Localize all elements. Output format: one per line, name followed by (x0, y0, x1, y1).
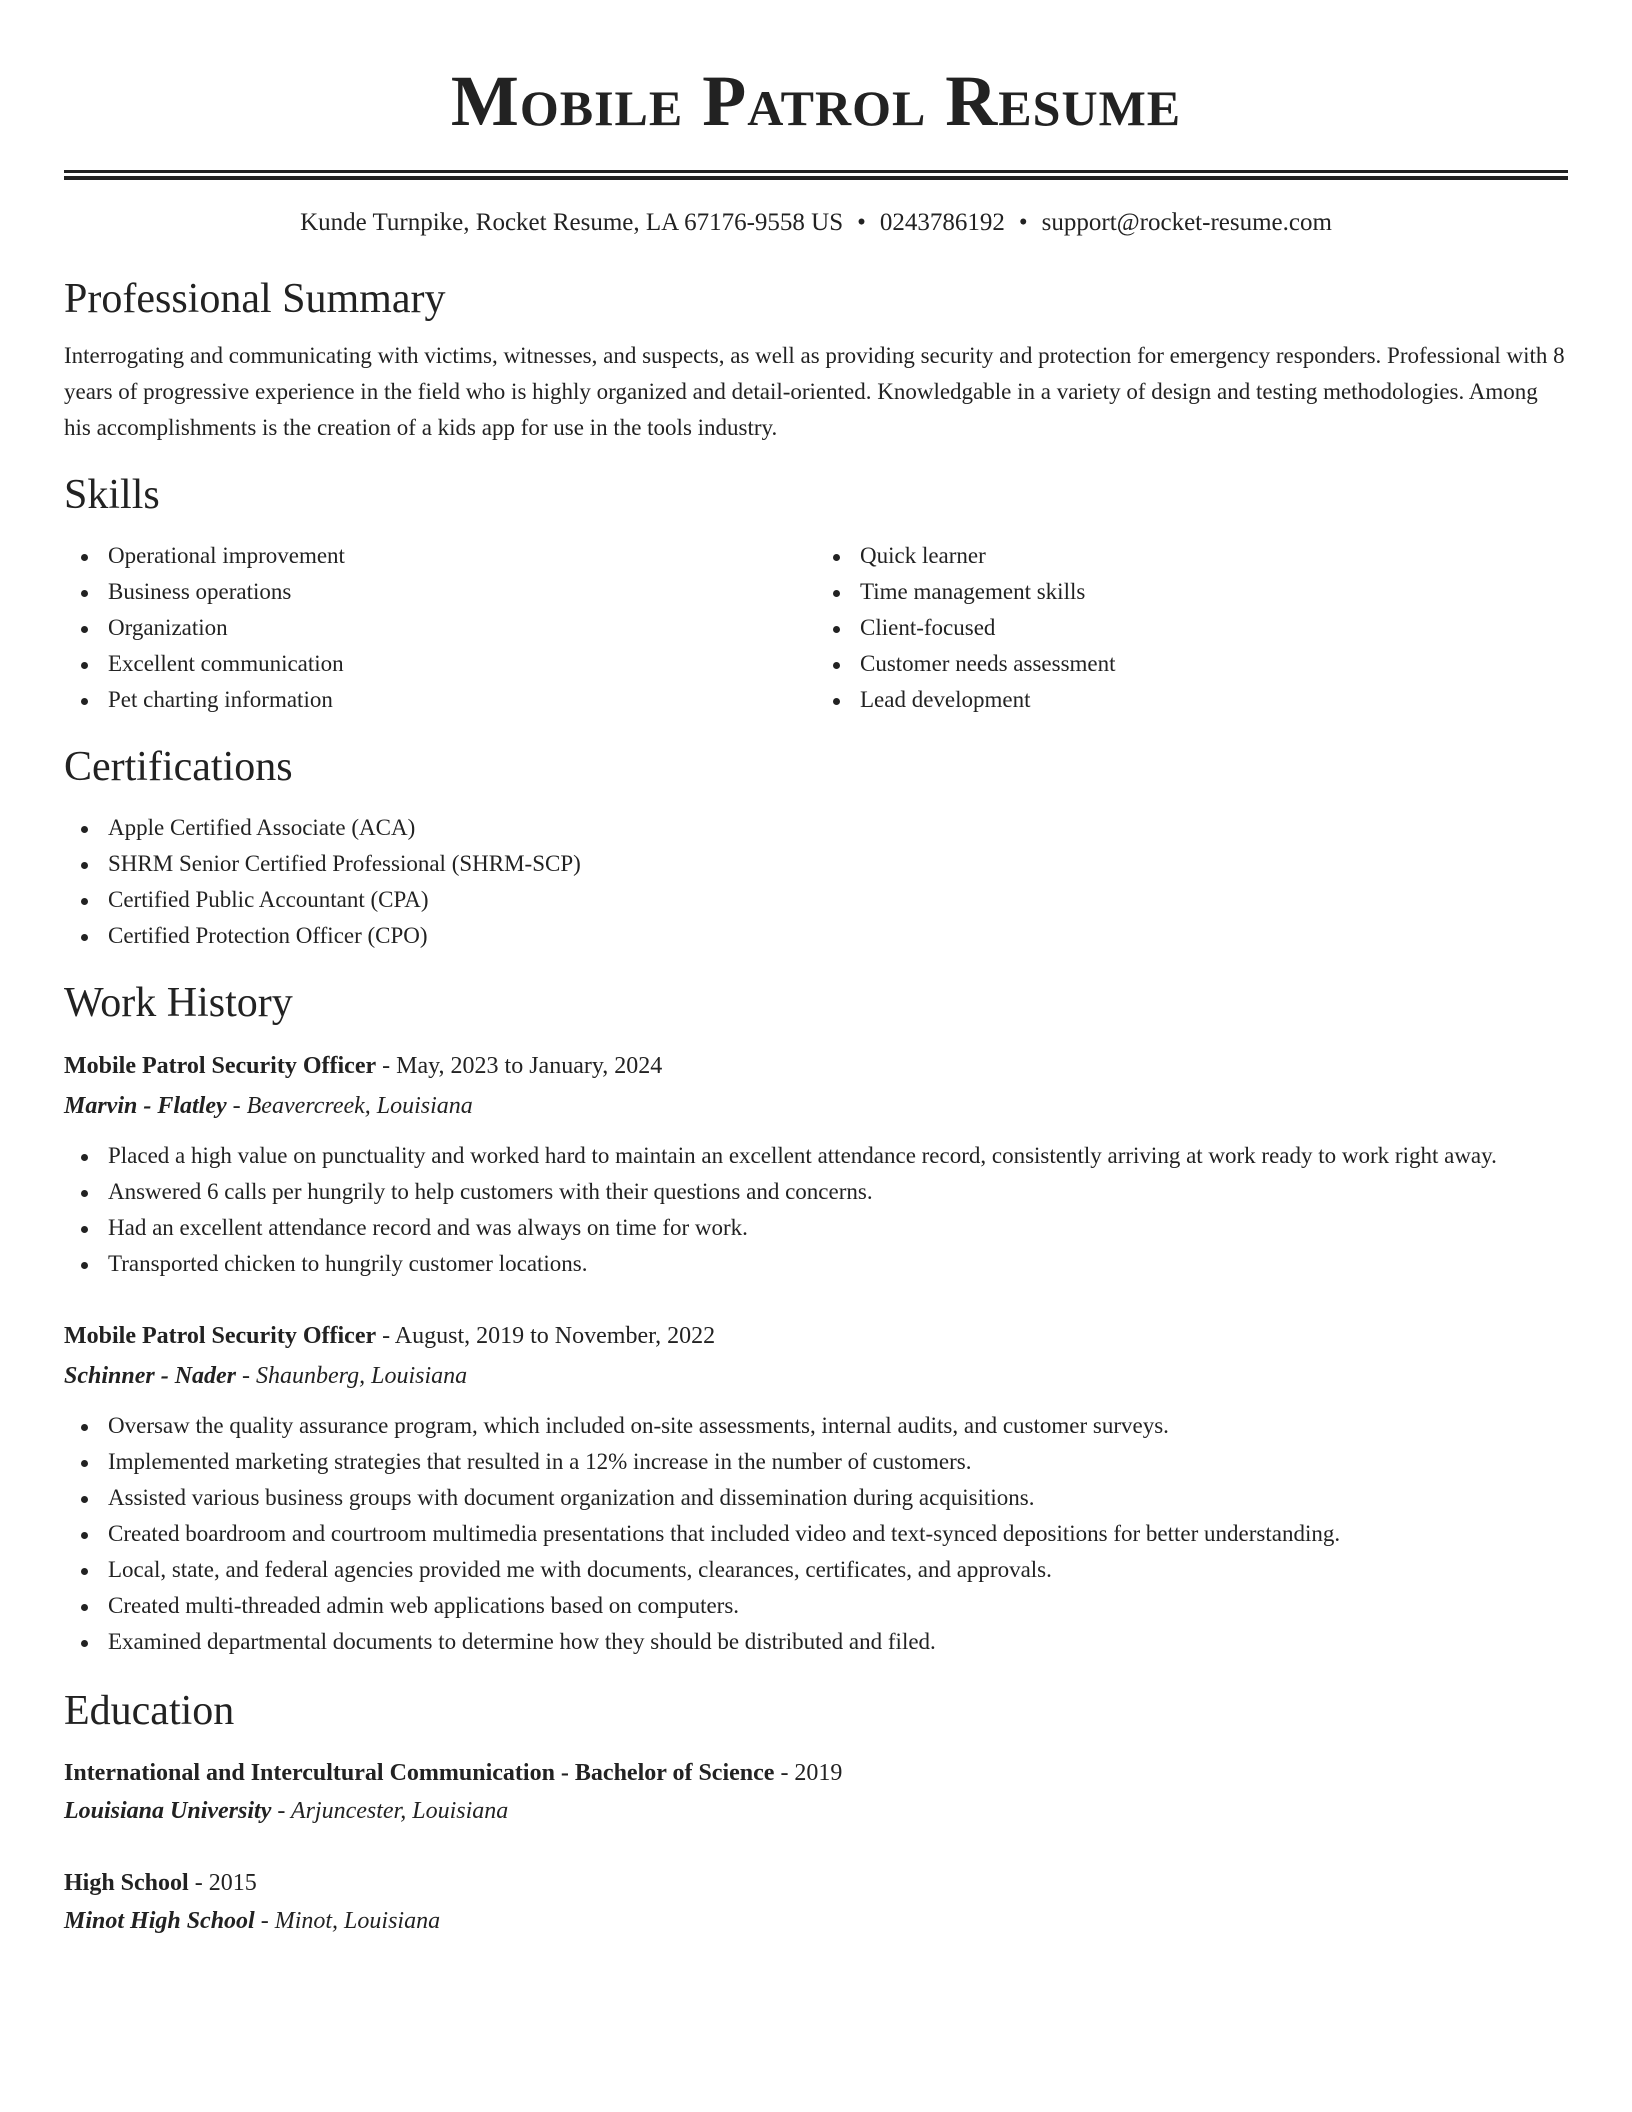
education-degree: International and Intercultural Communication - Bachelor of Science (64, 1760, 775, 1786)
job-title: Mobile Patrol Security Officer (64, 1053, 377, 1079)
education-year: - 2015 (188, 1870, 257, 1896)
summary-heading: Professional Summary (64, 276, 446, 322)
job-bullet: Answered 6 calls per hungrily to help customers with their questions and concerns. (64, 1174, 1568, 1210)
contact-line (64, 208, 1568, 238)
certifications-heading: Certifications (64, 744, 293, 790)
job-location: - Beavercreek, Louisiana (226, 1093, 473, 1119)
education-degree-line (64, 1754, 1568, 1792)
certification-item: Certified Public Accountant (CPA) (64, 882, 1568, 918)
job-bullet: Placed a high value on punctuality and worked hard to maintain an excellent attendance record, consistently arriving at work ready to work right away. (64, 1138, 1568, 1174)
skill-item: Pet charting information (64, 682, 816, 718)
job-bullet: Examined departmental documents to determine how they should be distributed and filed. (64, 1624, 1568, 1660)
job-dates: - August, 2019 to November, 2022 (376, 1323, 716, 1349)
work-history-heading: Work History (64, 980, 293, 1026)
education-school-line (64, 1902, 1568, 1940)
skill-item: Excellent communication (64, 646, 816, 682)
skill-item: Customer needs assessment (816, 646, 1568, 682)
contact-separator: • (1018, 209, 1028, 236)
skills-list-left (64, 538, 816, 718)
skills-heading: Skills (64, 472, 160, 518)
job-company-line (64, 1356, 1568, 1396)
job-location: - Shaunberg, Louisiana (236, 1363, 468, 1389)
certifications-list (64, 810, 1568, 954)
skills-list-right (816, 538, 1568, 718)
contact-phone: 0243786192 (879, 209, 1005, 236)
job-company: Schinner - Nader (64, 1363, 237, 1389)
skill-item: Quick learner (816, 538, 1568, 574)
job-bullet: Assisted various business groups with document organization and dissemination during acquisitions. (64, 1480, 1568, 1516)
job-bullet: Had an excellent attendance record and was always on time for work. (64, 1210, 1568, 1246)
education-entry (64, 1864, 1568, 1940)
job-bullet: Transported chicken to hungrily customer locations. (64, 1246, 1568, 1282)
education-heading: Education (64, 1688, 235, 1734)
certification-item: Apple Certified Associate (ACA) (64, 810, 1568, 846)
job-dates: - May, 2023 to January, 2024 (376, 1053, 663, 1079)
certification-item: SHRM Senior Certified Professional (SHRM-SCP) (64, 846, 1568, 882)
job-bullet: Local, state, and federal agencies provided me with documents, clearances, certificates, and approvals. (64, 1552, 1568, 1588)
job-bullets (64, 1408, 1568, 1660)
education-location: - Minot, Louisiana (254, 1908, 441, 1934)
job-company-line (64, 1086, 1568, 1126)
job-bullet: Created boardroom and courtroom multimedia presentations that included video and text-synced depositions for better understanding. (64, 1516, 1568, 1552)
job-company: Marvin - Flatley (64, 1093, 227, 1119)
skill-item: Operational improvement (64, 538, 816, 574)
education-degree: High School (64, 1870, 189, 1896)
job-entry (64, 1046, 1568, 1282)
education-degree-line (64, 1864, 1568, 1902)
skill-item: Organization (64, 610, 816, 646)
contact-email: support@rocket-resume.com (1041, 209, 1332, 236)
skill-item: Client-focused (816, 610, 1568, 646)
skill-item: Business operations (64, 574, 816, 610)
title-double-rule (64, 170, 1568, 180)
education-school: Minot High School (64, 1908, 255, 1934)
skill-item: Lead development (816, 682, 1568, 718)
certification-item: Certified Protection Officer (CPO) (64, 918, 1568, 954)
skills-columns (64, 538, 1568, 718)
education-school: Louisiana University (64, 1798, 272, 1824)
skill-item: Time management skills (816, 574, 1568, 610)
summary-text: Interrogating and communicating with victims, witnesses, and suspects, as well as providing security and protection for emergency responders. Professional with 8 years of progressive experience in the field who is highly organized and detail-oriented. Knowledgable in a variety of design and testing methodologies. Among his accomplishments is the creation of a kids app for use in the tools industry. (64, 343, 1565, 440)
resume-title: Mobile Patrol Resume (450, 61, 1182, 141)
job-bullet: Implemented marketing strategies that resulted in a 12% increase in the number of customers. (64, 1444, 1568, 1480)
job-bullet: Oversaw the quality assurance program, which included on-site assessments, internal audits, and customer surveys. (64, 1408, 1568, 1444)
education-school-line (64, 1792, 1568, 1830)
contact-separator: • (857, 209, 866, 236)
job-bullets (64, 1138, 1568, 1282)
contact-address: Kunde Turnpike, Rocket Resume, LA 67176-9558 US (300, 209, 844, 236)
education-year: - 2019 (774, 1760, 843, 1786)
job-entry (64, 1316, 1568, 1660)
job-title-line (64, 1316, 1568, 1356)
job-title: Mobile Patrol Security Officer (64, 1323, 377, 1349)
job-title-line (64, 1046, 1568, 1086)
job-bullet: Created multi-threaded admin web applications based on computers. (64, 1588, 1568, 1624)
education-entry (64, 1754, 1568, 1830)
education-location: - Arjuncester, Louisiana (271, 1798, 509, 1824)
